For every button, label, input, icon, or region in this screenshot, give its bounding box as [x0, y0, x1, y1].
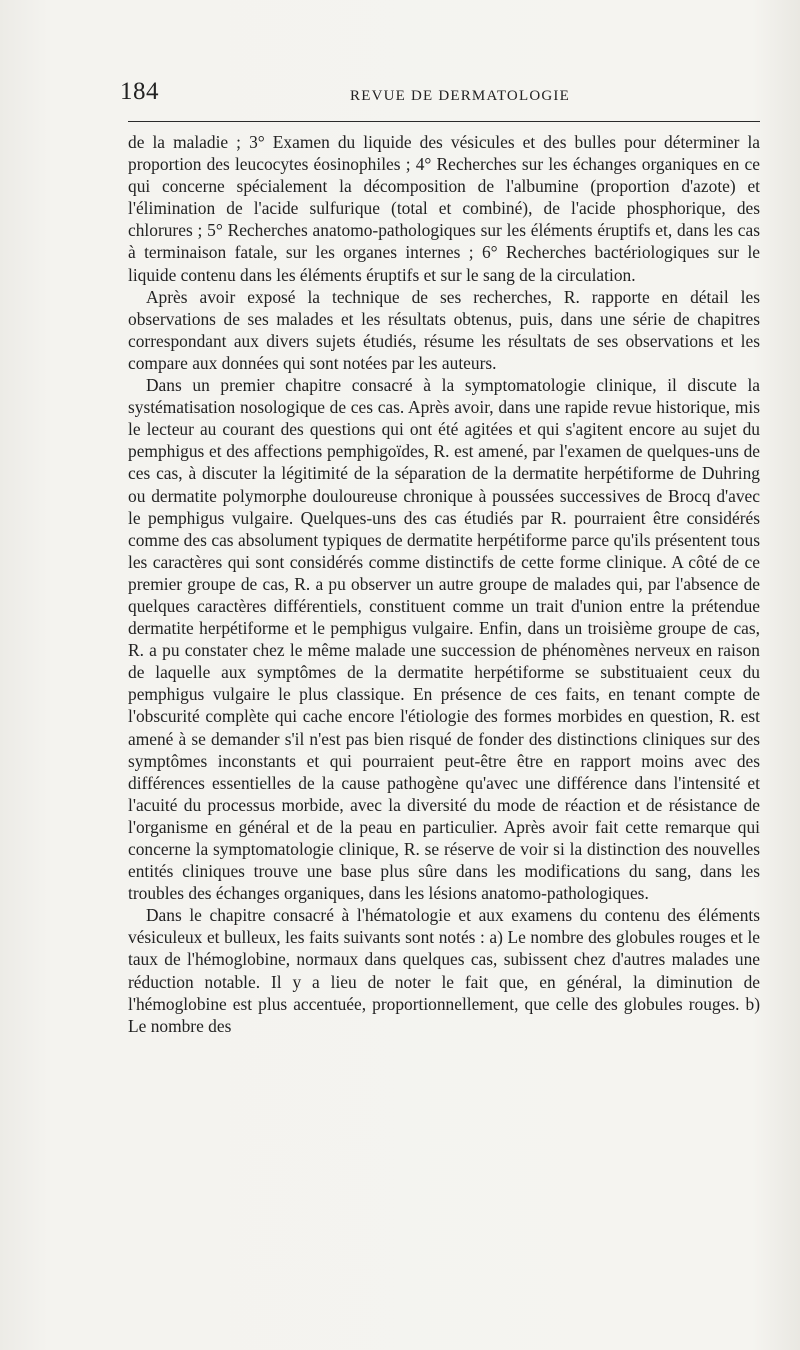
article-body	[128, 131, 760, 1037]
paragraph-2: Après avoir exposé la technique de ses recherches, R. rapporte en détail les observations de ses malades et les résultats obtenus, puis, dans une série de chapitres correspondant aux divers sujets étudiés, résume les résultats de ses observations et les compare aux données qui sont notées par les auteurs.	[128, 286, 760, 373]
paragraph-3: Dans un premier chapitre consacré à la symptomatologie clinique, il discute la systématisation nosologique de ces cas. Après avoir, dans une rapide revue historique, mis le lecteur au courant des questions qui ont été agitées et qui s'agitent encore au sujet du pemphigus et des affections pemphigoïdes, R. est amené, par l'examen de quelques-uns de ces cas, à discuter la légitimité de la séparation de la dermatite herpétiforme de Duhring ou dermatite polymorphe douloureuse chronique à poussées successives de Brocq d'avec le pemphigus vulgaire. Quelques-uns des cas étudiés par R. pourraient être considérés comme des cas absolument typiques de dermatite herpétiforme parce qu'ils présentent tous les caractères qui sont considérés comme distinctifs de cette forme clinique. A côté de ce premier groupe de cas, R. a pu observer un autre groupe de malades qui, par l'absence de quelques caractères différentiels, constituent comme un trait d'union entre la prétendue dermatite herpétiforme et le pemphigus vulgaire. Enfin, dans un troisième groupe de cas, R. a pu constater chez le même malade une succession de phénomènes nerveux en raison de laquelle aux symptômes de la dermatite herpétiforme se substituaient ceux du pemphigus vulgaire le plus classique. En présence de ces faits, en tenant compte de l'obscurité complète qui cache encore l'étiologie des formes morbides en question, R. est amené à se demander s'il n'est pas bien risqué de fonder des distinctions cliniques sur des symptômes inconstants et qui pourraient peut-être être en rapport moins avec des différences essentielles de la cause pathogène qu'avec une différence dans l'intensité et l'acuité du processus morbide, avec la diversité du mode de réaction et de résistance de l'organisme en général et de la peau en particulier. Après avoir fait cette remarque qui concerne la symptomatologie clinique, R. se réserve de voir si la distinction des nouvelles entités cliniques trouve une base plus sûre dans les modifications du sang, dans les troubles des échanges organiques, dans les lésions anatomo-pathologiques.	[128, 375, 760, 904]
header-rule	[128, 121, 760, 122]
page-number: 184	[120, 78, 159, 105]
paragraph-1: de la maladie ; 3° Examen du liquide des vésicules et des bulles pour déterminer la proportion des leucocytes éosinophiles ; 4° Recherches sur les échanges organiques en ce qui concerne spécialement la décomposition de l'albumine (proportion d'azote) et l'élimination de l'acide sulfurique (total et combiné), de l'acide phosphorique, des chlorures ; 5° Recherches anatomo-pathologiques sur les éléments éruptifs et, dans les cas à terminaison fatale, sur les organes internes ; 6° Recherches bactériologiques sur le liquide contenu dans les éléments éruptifs et sur le sang de la circulation.	[128, 132, 760, 285]
paragraph-4: Dans le chapitre consacré à l'hématologie et aux examens du contenu des éléments vésiculeux et bulleux, les faits suivants sont notés : a) Le nombre des globules rouges et le taux de l'hémoglobine, normaux dans quelques cas, subissent chez d'autres malades une réduction notable. Il y a lieu de noter le fait que, en général, la diminution de l'hémoglobine est plus accentuée, proportionnellement, que celle des globules rouges. b) Le nombre des	[128, 905, 760, 1036]
page-header	[120, 78, 760, 114]
running-title: REVUE DE DERMATOLOGIE	[350, 88, 570, 104]
